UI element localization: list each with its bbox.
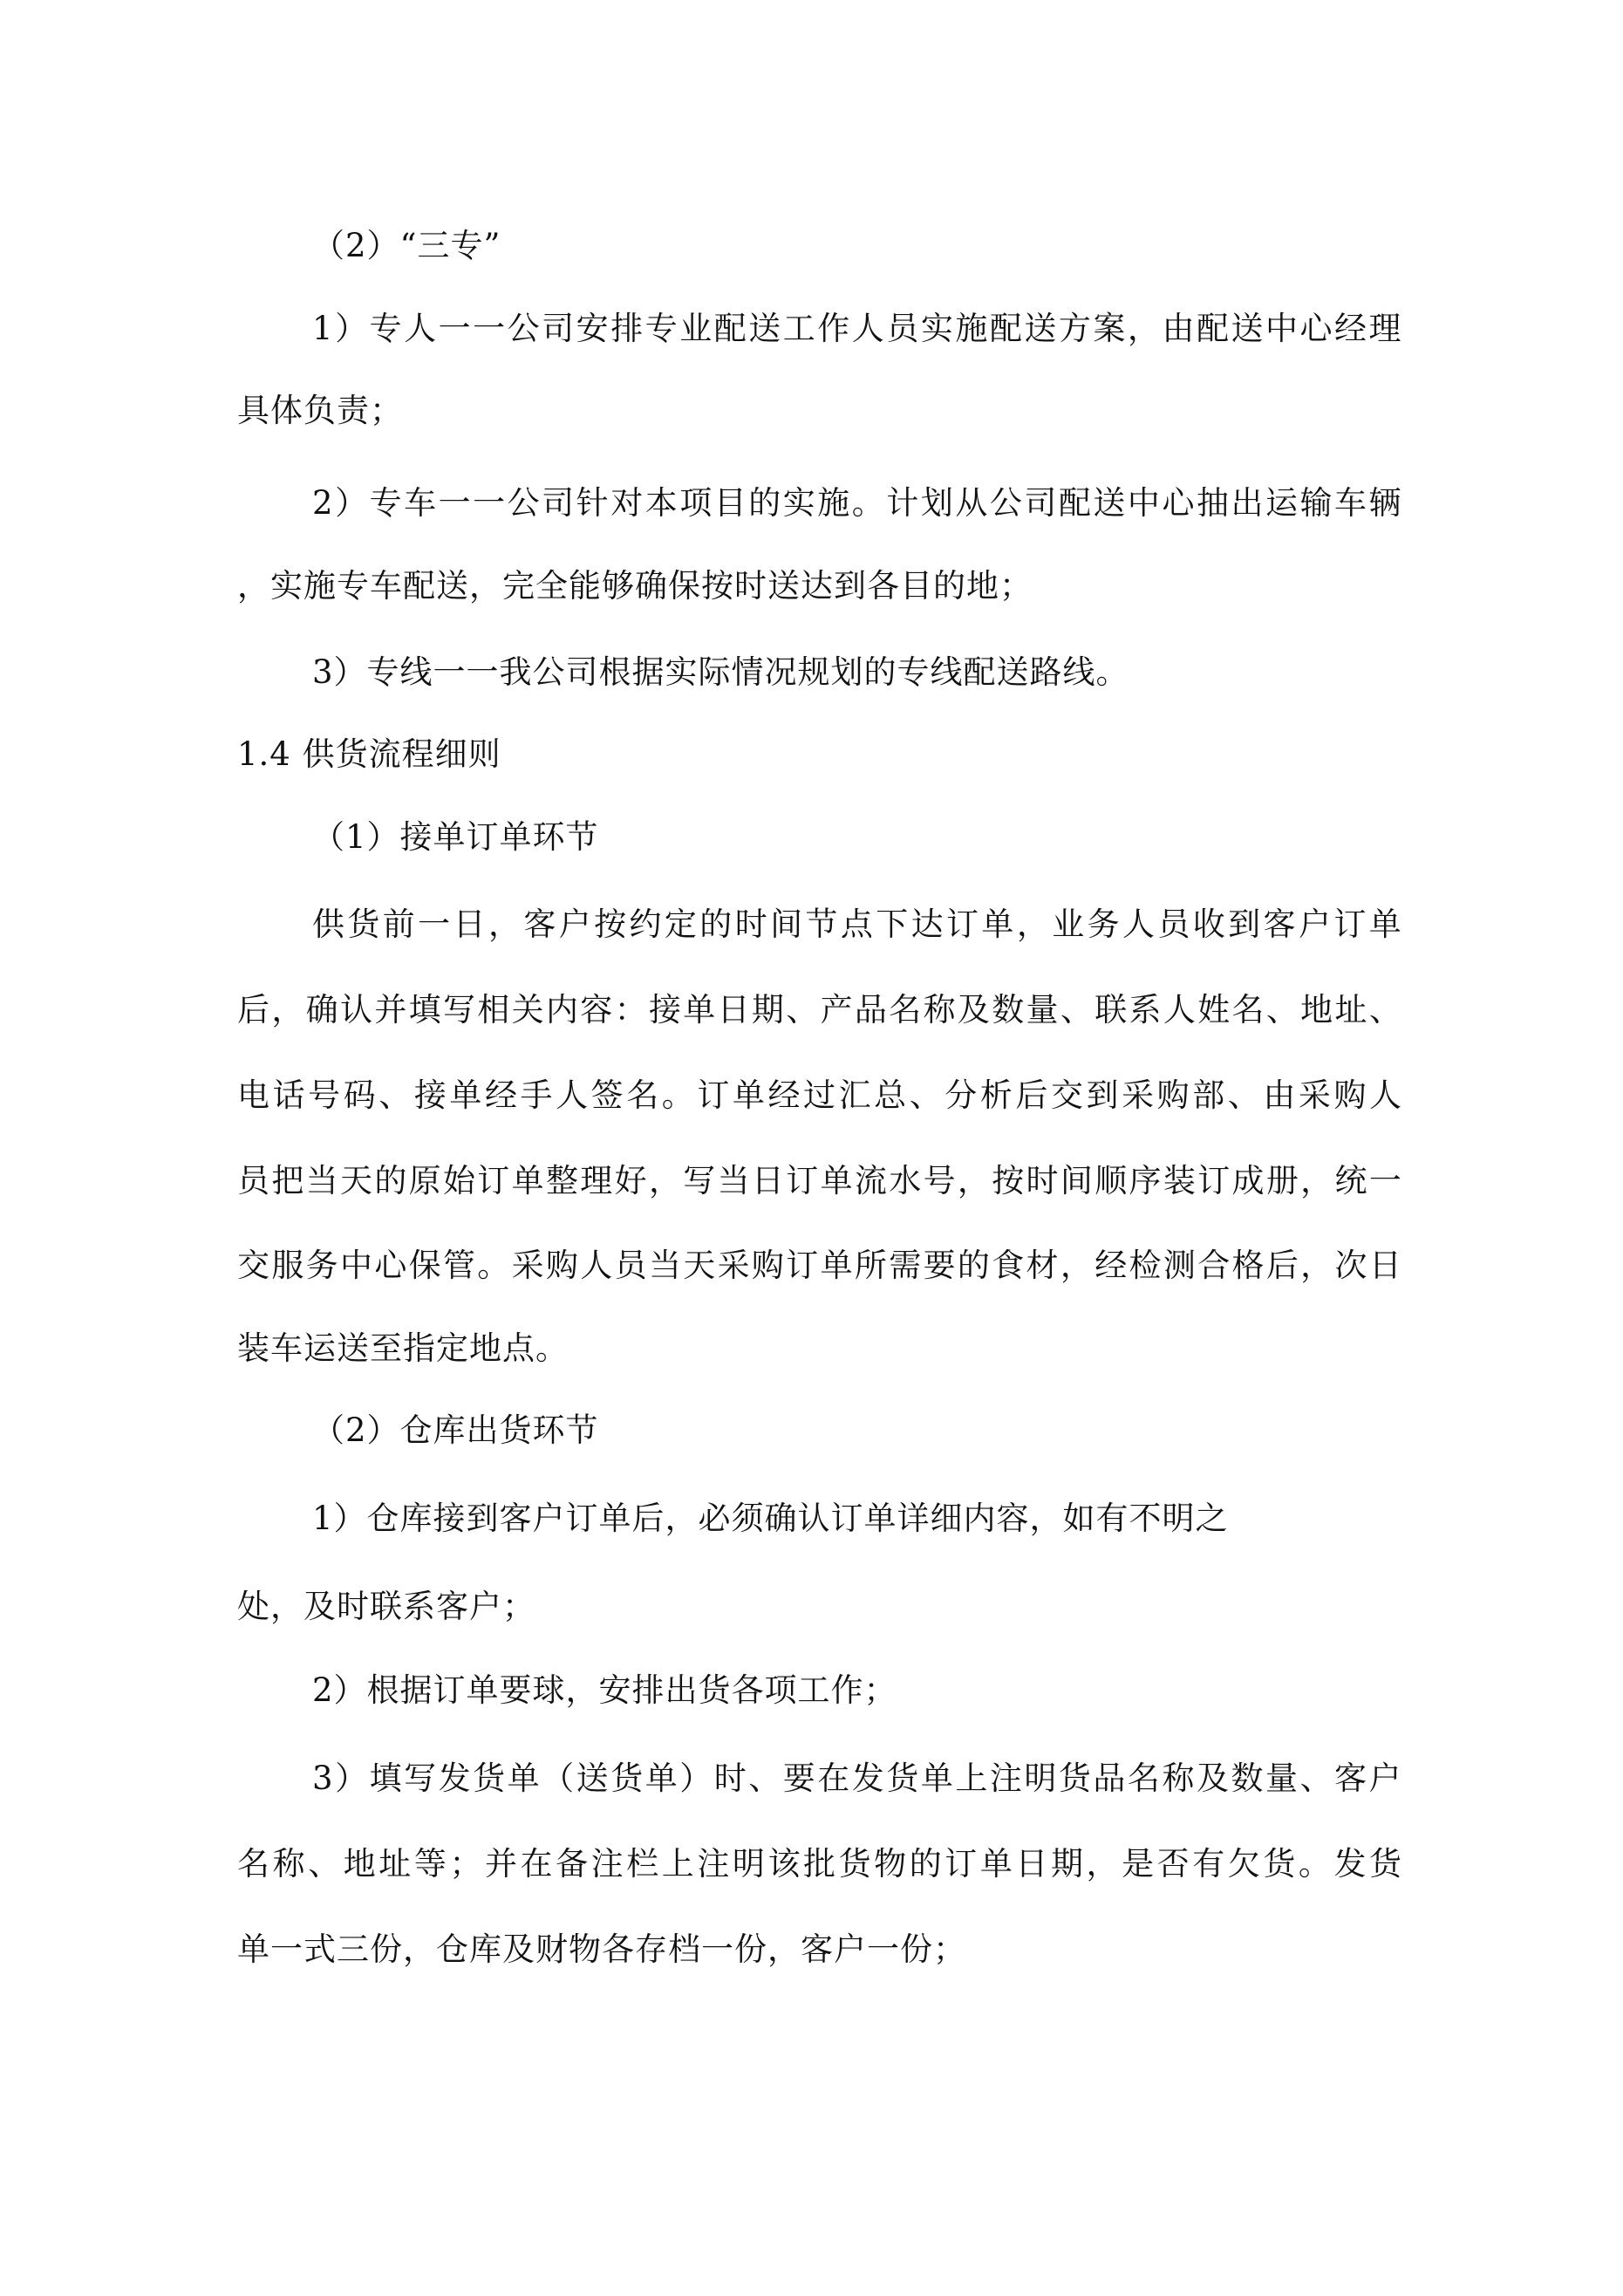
paragraph-line: 2）根据订单要球，安排出货各项工作； <box>312 1671 897 1709</box>
paragraph-line: 3 ） 填 写 发 货 单 （ 送 货 单 ） 时 、 要 在 发 货 单 上 注 明 货 品 名 称 及 数 量 、 客 户 <box>312 1760 1402 1797</box>
paragraph-line: 后 ， 确 认 并 填 写 相 关 内 容 ： 接 单 日 期 、 产 品 名 称 及 数 量 、 联 系 人 姓 名 、 地 址 、 <box>237 991 1402 1028</box>
subheading-order-receiving: （1）接单订单环节 <box>312 818 599 856</box>
paragraph-line: 供 货 前 一 日 ， 客 户 按 约 定 的 时 间 节 点 下 达 订 单 ， 业 务 人 员 收 到 客 户 订 单 <box>312 905 1402 943</box>
paragraph-line: 2 ） 专 车 一 一 公 司 针 对 本 项 目 的 实 施 。 计 划 从 公 司 配 送 中 心 抽 出 运 输 车 辆 <box>312 484 1402 522</box>
paragraph-line: ，实施专车配送，完全能够确保按时送达到各目的地； <box>237 567 1033 605</box>
paragraph-line: 名 称 、 地 址 等 ； 并 在 备 注 栏 上 注 明 该 批 货 物 的 订 单 日 期 ， 是 否 有 欠 货 。 发 货 <box>237 1845 1402 1883</box>
paragraph-line: 电 话 号 码 、 接 单 经 手 人 签 名 。 订 单 经 过 汇 总 、 分 析 后 交 到 采 购 部 、 由 采 购 人 <box>237 1076 1402 1114</box>
subheading-warehouse-shipping: （2）仓库出货环节 <box>312 1411 599 1449</box>
paragraph-line: 处，及时联系客户； <box>237 1588 535 1625</box>
paragraph-line: 装车运送至指定地点。 <box>237 1329 569 1367</box>
paragraph-line: 单一式三份，仓库及财物各存档一份，客户一份； <box>237 1930 966 1968</box>
paragraph-line: 具体负责； <box>237 392 403 429</box>
paragraph-line: 1）仓库接到客户订单后，必须确认订单详细内容，如有不明之 <box>312 1500 1229 1537</box>
subheading-three-special: （2）“三专” <box>312 227 501 264</box>
section-heading: 1.4 供货流程细则 <box>237 735 501 773</box>
paragraph-line: 1 ） 专 人 一 一 公 司 安 排 专 业 配 送 工 作 人 员 实 施 配 送 方 案 ， 由 配 送 中 心 经 理 <box>312 310 1402 347</box>
paragraph-line: 员 把 当 天 的 原 始 订 单 整 理 好 ， 写 当 日 订 单 流 水 号 ， 按 时 间 顺 序 装 订 成 册 ， 统 一 <box>237 1162 1402 1199</box>
paragraph-line: 3）专线一一我公司根据实际情况规划的专线配送路线。 <box>312 653 1129 691</box>
paragraph-line: 交 服 务 中 心 保 管 。 采 购 人 员 当 天 采 购 订 单 所 需 要 的 食 材 ， 经 检 测 合 格 后 ， 次 日 <box>237 1247 1402 1284</box>
